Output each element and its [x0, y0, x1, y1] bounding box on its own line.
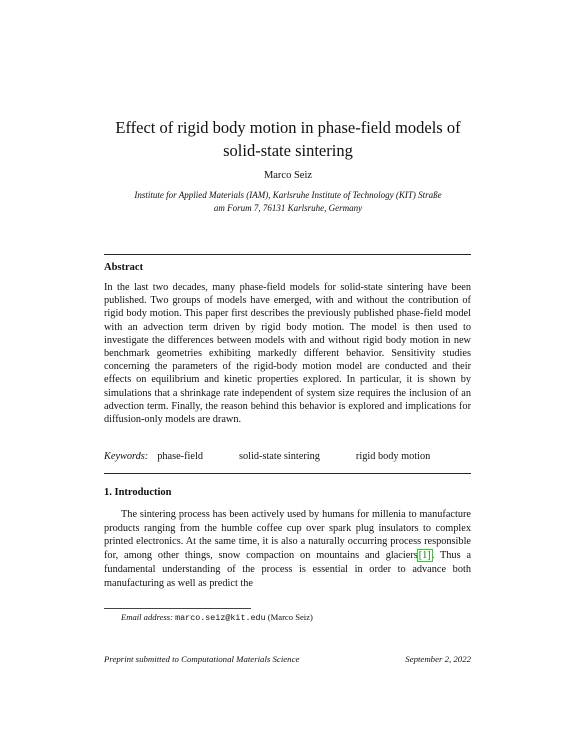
title-line-1: Effect of rigid body motion in phase-field models of	[115, 118, 461, 137]
footnote-email[interactable]: marco.seiz@kit.edu	[175, 613, 266, 623]
page-footer	[104, 654, 471, 664]
citation-link[interactable]: [1]	[418, 550, 431, 562]
keyword-1: phase-field	[157, 451, 203, 462]
keyword-2: solid-state sintering	[238, 451, 320, 462]
keyword-3: rigid body motion	[355, 451, 431, 462]
footer-date: September 2, 2022	[405, 654, 471, 664]
footnote-rule	[104, 608, 251, 609]
footnote	[121, 612, 313, 623]
paper-title	[90, 116, 486, 162]
footer-journal: Preprint submitted to Computational Materials Science	[104, 654, 300, 664]
affiliation-line-1: Institute for Applied Materials (IAM), Karlsruhe Institute of Technology (KIT) Straße	[134, 190, 442, 200]
affiliation	[104, 189, 472, 214]
keywords-label: Keywords:	[104, 451, 149, 462]
keywords-row	[104, 451, 471, 462]
title-line-2: solid-state sintering	[223, 141, 353, 160]
abstract-heading: Abstract	[104, 262, 144, 273]
abstract-bottom-rule	[104, 473, 471, 474]
author-name: Marco Seiz	[263, 170, 313, 181]
footnote-name: (Marco Seiz)	[267, 612, 313, 622]
introduction-paragraph	[104, 508, 471, 590]
abstract-text: In the last two decades, many phase-field models for solid-state sintering have been published. Two groups of models have emerged, with and without the contribution of rigid body motion. This paper first describes the previously published phase-field model with an advection term driven by rigid body motion. The model is then used to investigate the differences between models with and without rigid body motion in new benchmark geometries exhibiting markedly different behavior. Sensitivity studies concerning the parameters of the rigid-body motion model are conducted and their effects on equilibrium and kinetic properties explored. In particular, it is shown by simulations that a shrinkage rate independent of system size requires the inclusion of an advection term. Finally, the reason behind this behavior is explored and implications for diffusion-only models are drawn.	[104, 282, 471, 426]
section-heading-introduction: 1. Introduction	[104, 487, 172, 498]
footnote-label: Email address:	[121, 612, 173, 622]
affiliation-line-2: am Forum 7, 76131 Karlsruhe, Germany	[213, 202, 363, 213]
abstract-top-rule	[104, 254, 471, 255]
intro-text-part-1: The sintering process has been actively used by humans for millenia to manufacture products ranging from the humble coffee cup over spark plug insulators to complex printed electronics. At the same time, it is also a naturally occurring process responsible for, among other things, snow compaction on mountains and glaciers	[104, 509, 471, 562]
intro-text-part-2: . Thus a fundamental understanding of the process is essential in order to advance both manufacturing as well as predict the	[104, 550, 472, 589]
